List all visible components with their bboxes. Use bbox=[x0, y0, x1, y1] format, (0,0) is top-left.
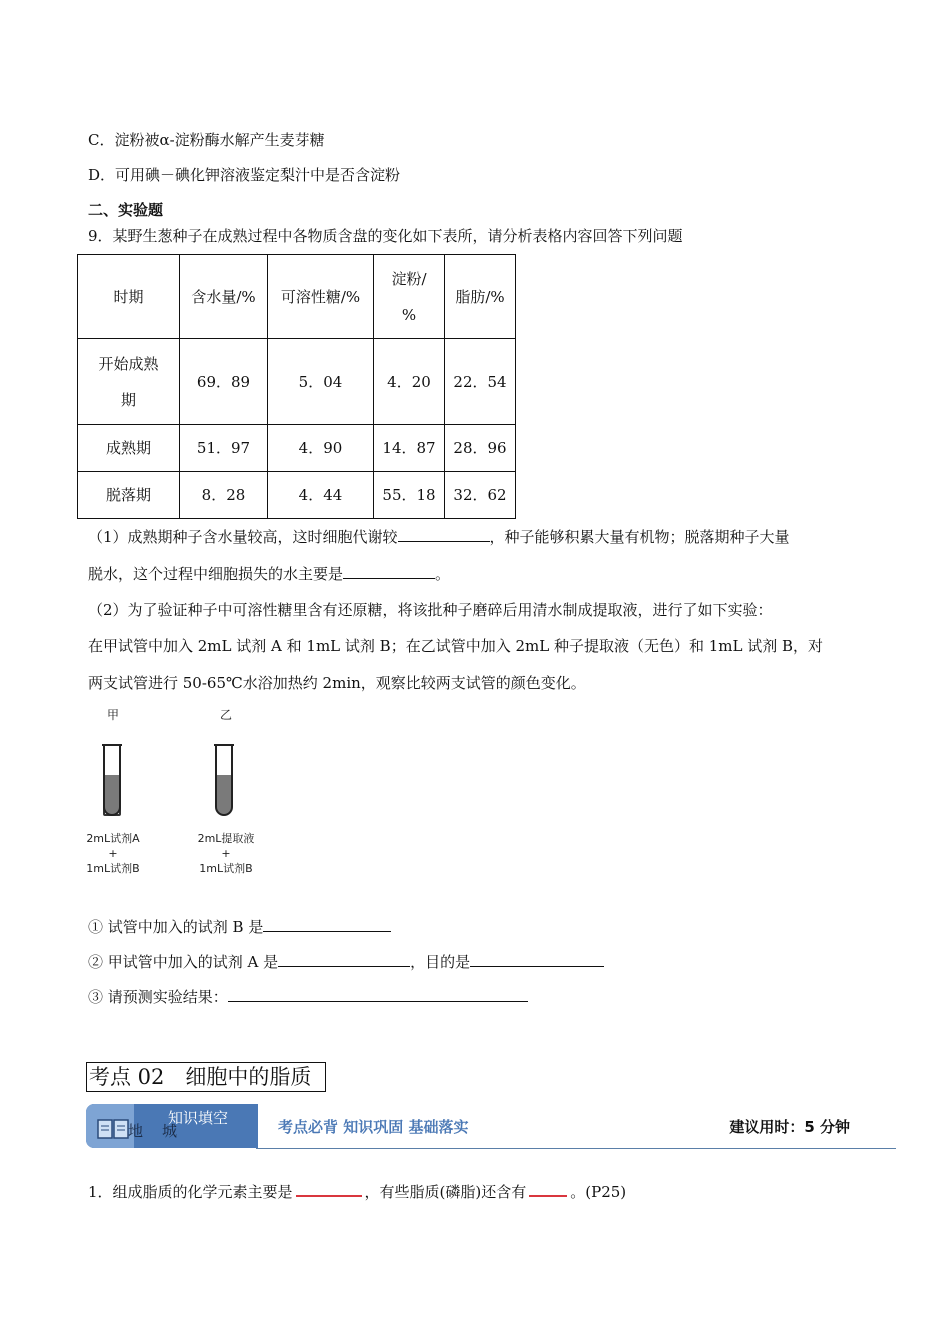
suggested-time: 建议用时：5 分钟 bbox=[729, 1118, 850, 1136]
tube-label-plus: + bbox=[108, 847, 118, 860]
cell-period: 脱落期 bbox=[78, 472, 180, 519]
text: ，种子能够积累大量有机物；脱落期种子大量 bbox=[489, 528, 790, 546]
maturation-table bbox=[77, 254, 516, 519]
table-row bbox=[78, 472, 516, 519]
option-d: D．可用碘－碘化钾溶液鉴定梨汁中是否含淀粉 bbox=[88, 166, 401, 184]
tube-label-2: 1mL试剂B bbox=[86, 862, 140, 875]
cell-fat: 22．54 bbox=[445, 339, 516, 425]
cell-sugar: 4．90 bbox=[268, 425, 374, 472]
header-water: 含水量/% bbox=[180, 255, 268, 339]
test-tube-icon bbox=[194, 723, 258, 827]
part-2-line-2: 在甲试管中加入 2mL 试剂 A 和 1mL 试剂 B；在乙试管中加入 2mL 种子提取液（无色）和 1mL 试剂 B，对 bbox=[88, 637, 824, 655]
text: 。 bbox=[435, 565, 451, 583]
answer-blank[interactable] bbox=[296, 1181, 362, 1197]
answer-blank[interactable] bbox=[278, 952, 410, 967]
cell-fat: 32．62 bbox=[445, 472, 516, 519]
answer-blank[interactable] bbox=[398, 527, 490, 542]
text: ③ 请预测实验结果： bbox=[88, 988, 228, 1006]
cell-starch: 55．18 bbox=[374, 472, 445, 519]
text: （1）成熟期种子含水量较高，这时细胞代谢较 bbox=[88, 528, 398, 546]
banner-divider bbox=[256, 1148, 896, 1149]
section-heading: 二、实验题 bbox=[88, 201, 164, 219]
tube-label-2: 1mL试剂B bbox=[199, 862, 253, 875]
badge-text: 知识填空 bbox=[168, 1109, 229, 1127]
sub-question-2 bbox=[88, 951, 604, 972]
period-line: 开始成熟 bbox=[98, 354, 159, 373]
cell-period bbox=[78, 339, 180, 425]
cell-water: 51．97 bbox=[180, 425, 268, 472]
period-line: 期 bbox=[120, 390, 136, 409]
part-2-line-1: （2）为了验证种子中可溶性糖里含有还原糖，将该批种子磨碎后用清水制成提取液，进行了如下实验： bbox=[88, 601, 773, 619]
text: ，目的是 bbox=[410, 953, 471, 971]
part-2-line-3: 两支试管进行 50-65℃水浴加热约 2min，观察比较两支试管的颜色变化。 bbox=[88, 674, 586, 692]
badge-sub: 地 城 bbox=[128, 1122, 180, 1140]
cell-water: 8．28 bbox=[180, 472, 268, 519]
text: ① 试管中加入的试剂 B 是 bbox=[88, 918, 264, 936]
cell-starch: 14．87 bbox=[374, 425, 445, 472]
test-tube-yi bbox=[194, 708, 258, 876]
text: ，有些脂质(磷脂)还含有 bbox=[364, 1183, 527, 1201]
cell-water: 69．89 bbox=[180, 339, 268, 425]
book-icon bbox=[96, 1116, 130, 1142]
text: 脱水，这个过程中细胞损失的水主要是 bbox=[88, 565, 344, 583]
sub-question-3 bbox=[88, 986, 528, 1007]
part-1-line-2 bbox=[88, 563, 450, 584]
banner-tagline: 考点必背 知识巩固 基础落实 bbox=[278, 1118, 469, 1136]
kaodian-title: 考点 02 细胞中的脂质 bbox=[86, 1062, 326, 1092]
table-row bbox=[78, 425, 516, 472]
answer-blank[interactable] bbox=[529, 1181, 567, 1197]
cell-fat: 28．96 bbox=[445, 425, 516, 472]
sub-question-1 bbox=[88, 916, 391, 937]
cell-period: 成熟期 bbox=[78, 425, 180, 472]
cell-sugar: 5．04 bbox=[268, 339, 374, 425]
answer-blank[interactable] bbox=[228, 987, 528, 1002]
text: 。(P25) bbox=[570, 1183, 627, 1201]
text: 1．组成脂质的化学元素主要是 bbox=[88, 1183, 293, 1201]
table-row bbox=[78, 339, 516, 425]
table-header-row bbox=[78, 255, 516, 339]
header-fat: 脂肪/% bbox=[445, 255, 516, 339]
tube-label-1: 2mL试剂A bbox=[86, 832, 140, 845]
cell-starch: 4．20 bbox=[374, 339, 445, 425]
question-1 bbox=[88, 1181, 626, 1202]
answer-blank[interactable] bbox=[263, 917, 391, 932]
text: ② 甲试管中加入的试剂 A 是 bbox=[88, 953, 279, 971]
tube-label-plus: + bbox=[221, 847, 231, 860]
tube-name: 甲 bbox=[106, 708, 119, 722]
test-tube-jia bbox=[84, 708, 142, 876]
part-1-line-1 bbox=[88, 526, 790, 547]
answer-blank[interactable] bbox=[343, 564, 435, 579]
test-tube-icon bbox=[84, 723, 142, 827]
option-c: C．淀粉被α-淀粉酶水解产生麦芽糖 bbox=[88, 131, 325, 149]
header-starch bbox=[374, 255, 445, 339]
header-starch-a: 淀粉/ bbox=[391, 269, 427, 288]
header-starch-b: % bbox=[401, 305, 417, 324]
answer-blank[interactable] bbox=[470, 952, 604, 967]
header-period: 时期 bbox=[78, 255, 180, 339]
question-9-stem: 9．某野生葱种子在成熟过程中各物质含盘的变化如下表所，请分析表格内容回答下列问题 bbox=[88, 227, 683, 245]
knowledge-banner bbox=[86, 1104, 896, 1150]
header-sugar: 可溶性糖/% bbox=[268, 255, 374, 339]
badge bbox=[86, 1104, 258, 1148]
cell-sugar: 4．44 bbox=[268, 472, 374, 519]
tube-name: 乙 bbox=[219, 708, 232, 722]
tube-label-1: 2mL提取液 bbox=[197, 832, 255, 845]
